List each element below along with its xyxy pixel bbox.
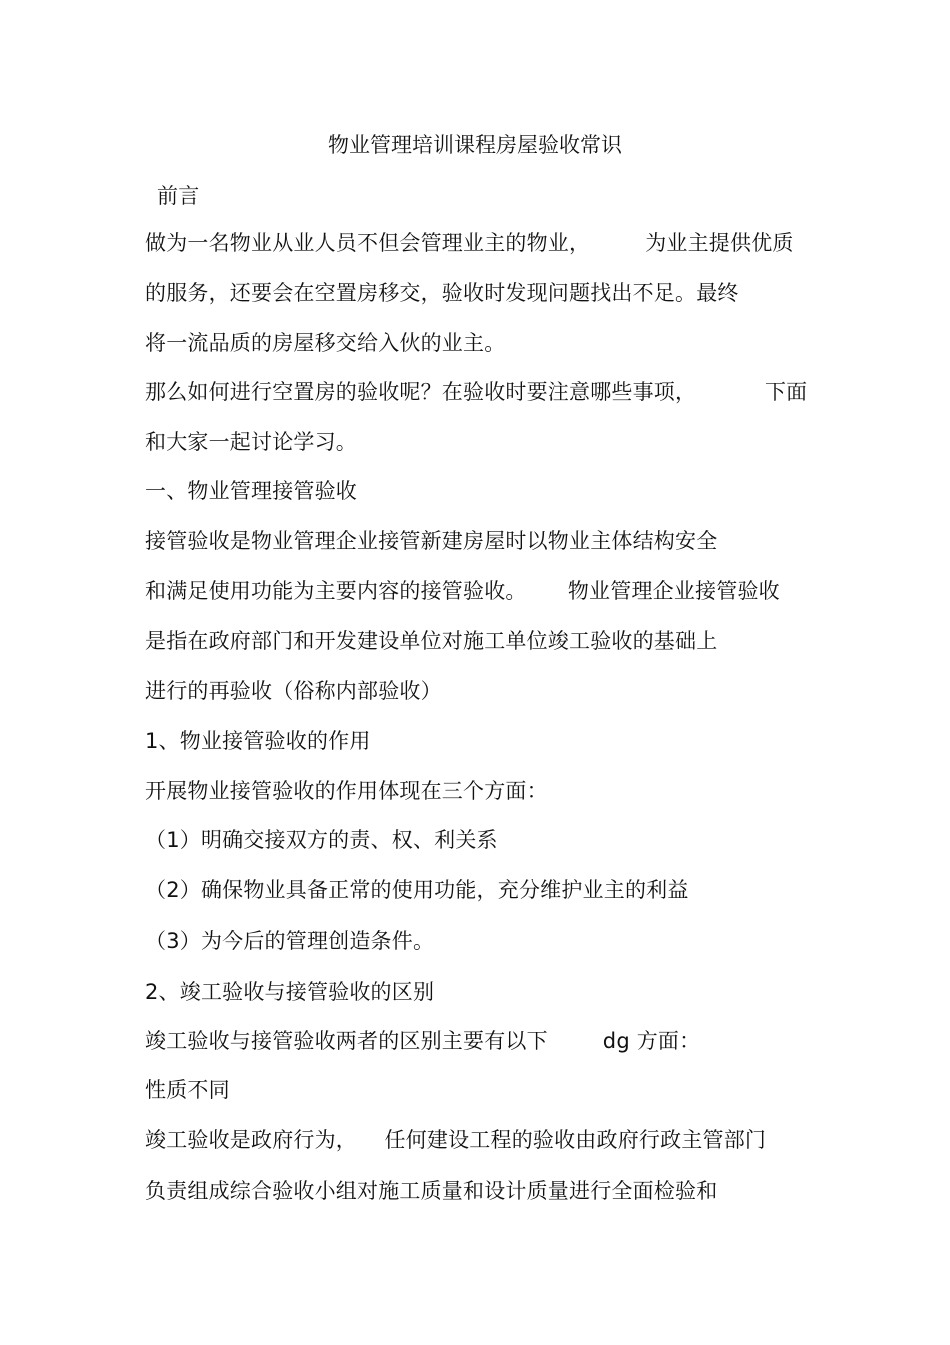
subsection-heading: 1、物业接管验收的作用 xyxy=(145,729,371,753)
text-line: 的服务，还要会在空置房移交，验收时发现问题找出不足。最终 xyxy=(145,281,739,305)
text-line: 将一流品质的房屋移交给入伙的业主。 xyxy=(145,331,506,355)
text-line: 竣工验收与接管验收两者的区别主要有以下 dg 方面： xyxy=(145,1029,701,1053)
text-line: 做为一名物业从业人员不但会管理业主的物业， 为业主提供优质 xyxy=(145,231,794,255)
list-item: （3）为今后的管理创造条件。 xyxy=(145,929,435,953)
text-line: 和满足使用功能为主要内容的接管验收。 物业管理企业接管验收 xyxy=(145,579,780,603)
text-line: 开展物业接管验收的作用体现在三个方面： xyxy=(145,779,548,803)
text-line: 接管验收是物业管理企业接管新建房屋时以物业主体结构安全 xyxy=(145,529,718,553)
text-line: 是指在政府部门和开发建设单位对施工单位竣工验收的基础上 xyxy=(145,629,718,653)
text-line: 负责组成综合验收小组对施工质量和设计质量进行全面检验和 xyxy=(145,1179,718,1203)
text-line: 性质不同 xyxy=(145,1078,230,1102)
list-item: （2）确保物业具备正常的使用功能，充分维护业主的利益 xyxy=(145,878,689,902)
text-line: 进行的再验收（俗称内部验收） xyxy=(145,679,442,703)
subsection-heading: 2、竣工验收与接管验收的区别 xyxy=(145,980,435,1004)
text-line: 竣工验收是政府行为， 任何建设工程的验收由政府行政主管部门 xyxy=(145,1128,767,1152)
document-title: 物业管理培训课程房屋验收常识 xyxy=(328,133,622,157)
text-line: 那么如何进行空置房的验收呢？在验收时要注意哪些事项， 下面 xyxy=(145,380,808,404)
list-item: （1）明确交接双方的责、权、利关系 xyxy=(145,828,498,852)
text-line: 前言 xyxy=(157,184,200,208)
section-heading: 一、物业管理接管验收 xyxy=(145,479,357,503)
text-line: 和大家一起讨论学习。 xyxy=(145,430,357,454)
